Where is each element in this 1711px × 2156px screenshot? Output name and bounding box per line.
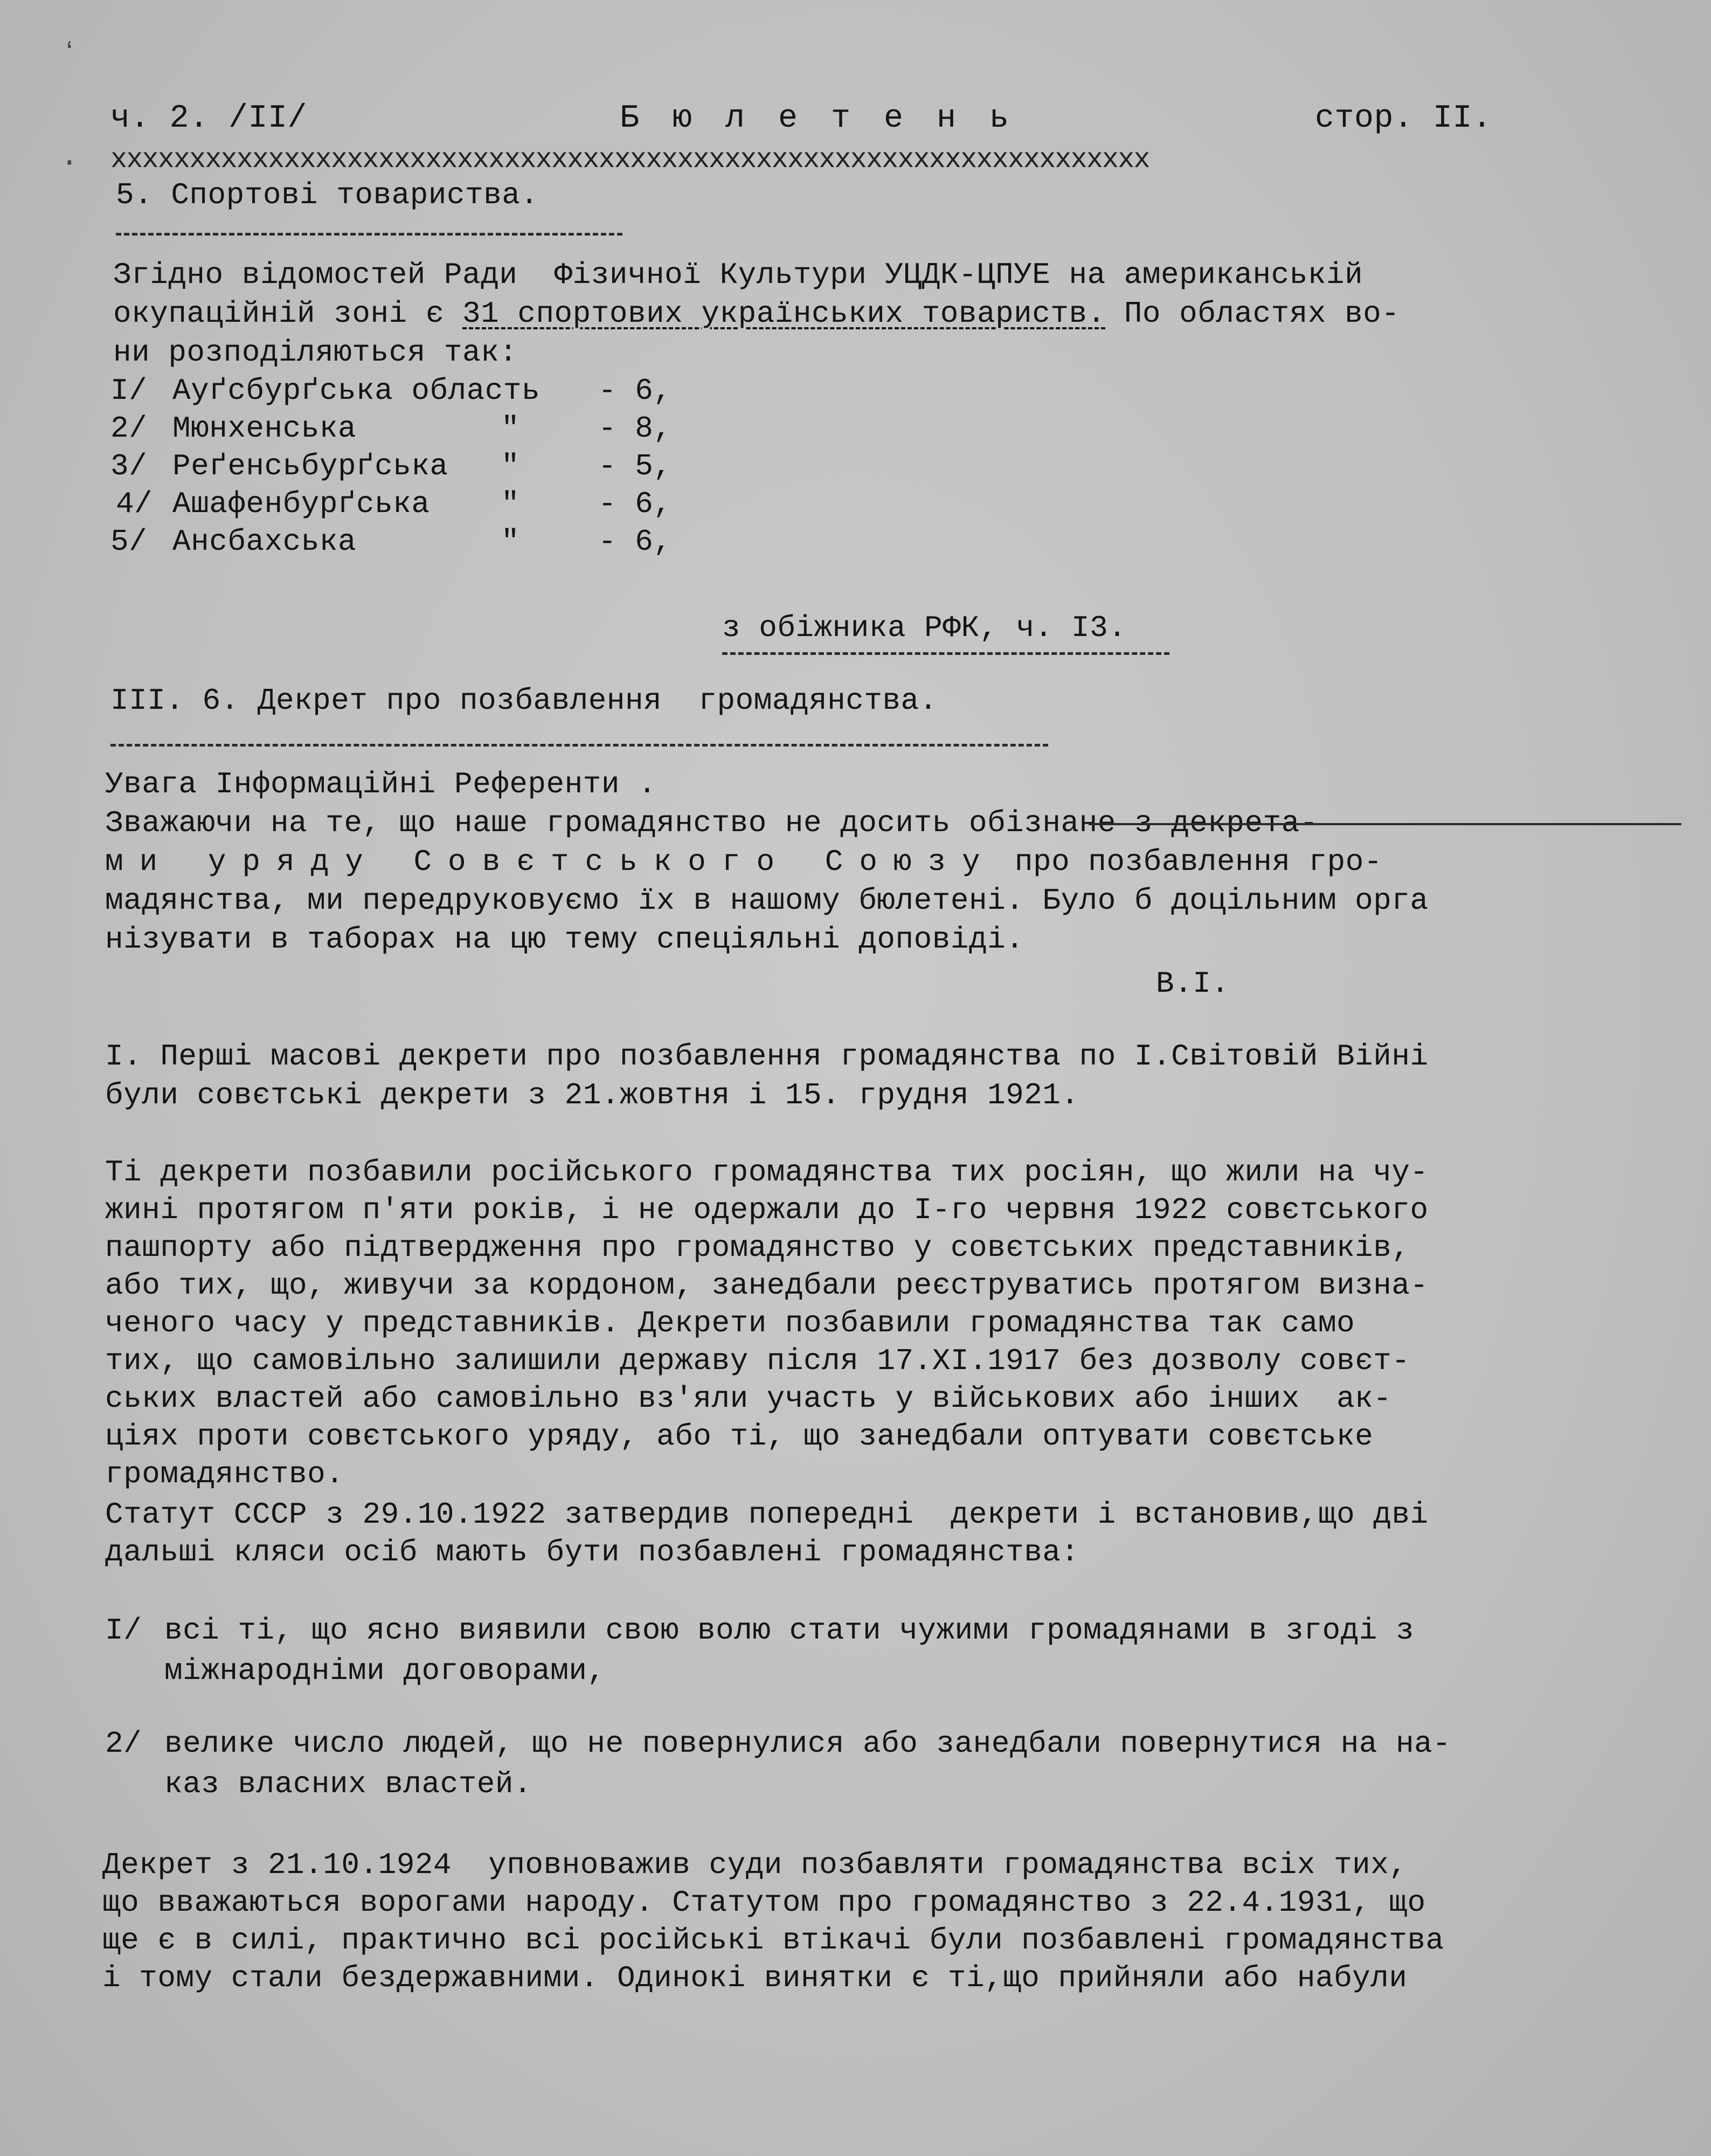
closing-line: і тому стали бездержавними. Одинокі винятки є ті,що прийняли або набули [102,1961,1408,1995]
closing-line: що вважаються ворогами народу. Статутом про громадянство з 22.4.1931, що [102,1885,1426,1920]
section6-heading-rule [110,744,1048,747]
government-name-spaced: ми уряду Совєтського Союзу [105,845,996,879]
section5-intro-line1: Згідно відомостей Ради Фізичної Культури УЦДК-ЦПУЕ на американській [113,258,1363,292]
note-line4: мадянства, ми передруковуємо їх в нашому бюлетені. Було б доцільним орга [105,883,1429,918]
note-line1: Увага Інформаційні Референти . [105,767,657,801]
body-line: громадянство. [105,1457,344,1491]
region-ditto: " [501,487,520,521]
note-line2: Зважаючи на те, що наше громадянство не досить обізнане з декрета- [105,806,1318,840]
section5-heading: 5. Спортові товариства. [116,178,539,212]
region-name: Ашафенбурґська [172,487,430,521]
body-line: Ті декрети позбавили російського громадянства тих росіян, що жили на чу- [105,1155,1429,1190]
region-number: I/ [110,374,148,408]
region-count: - 5, [598,449,672,483]
item-line: велике число людей, що не повернулися або занедбали повернутися на на- [164,1726,1451,1761]
body-line: дальші кляси осіб мають бути позбавлені громадянства: [105,1535,1079,1570]
strike-line [1089,823,1681,825]
region-number: 4/ [116,487,153,521]
circular-reference: з обіжника РФК, ч. I3. [722,611,1127,645]
circular-rule [722,652,1169,655]
body-line: пашпорту або підтвердження про громадянство у совєтських представників, [105,1231,1410,1265]
issue-number: ч. 2. /II/ [110,100,308,137]
item-line: міжнародніми договорами, [164,1654,606,1688]
region-count: - 6, [598,524,672,559]
note-line5: нізувати в таборах на цю тему спеціяльні доповіді. [105,922,1024,957]
body-line: I. Перші масові декрети про позбавлення громадянства по І.Світовій Війні [105,1039,1429,1074]
section5-intro-line3: ни розподіляються так: [113,335,518,370]
section5-heading-rule [116,233,622,236]
region-name: Мюнхенська [172,411,357,446]
region-ditto: " [501,524,520,559]
item-line: каз власних властей. [164,1767,532,1801]
region-number: 3/ [110,449,148,483]
region-name: Ауґсбурґська область [172,374,541,408]
region-count: - 6, [598,374,672,408]
item-number: I/ [105,1613,142,1648]
body-line: ченого часу у представників. Декрети позбавили громадянства так само [105,1306,1355,1340]
body-line: жині протягом п'яти років, і не одержали до I-го червня 1922 совєтського [105,1193,1429,1227]
note-line3-end: про позбавлення гро- [996,845,1382,879]
region-count: - 8, [598,411,672,446]
section6-heading: III. 6. Декрет про позбавлення громадянства. [110,683,938,718]
region-name: Ансбахська [172,524,357,559]
region-number: 5/ [110,524,148,559]
signature-initials: В.І. [1156,966,1230,1001]
section5-intro-line2-end: По областях во- [1105,296,1400,331]
region-ditto: " [501,449,520,483]
body-line: ціях проти совєтського уряду, або ті, що занедбали оптувати совєтське [105,1419,1374,1454]
body-line: Статут СССР з 29.10.1922 затвердив попередні декрети і встановив,що дві [105,1497,1429,1532]
section5-intro-line2 [113,295,1400,333]
clubs-count-underlined: 31 спортових українських товариств. [462,296,1106,331]
page-number: стор. II. [1315,100,1492,137]
region-number: 2/ [110,411,148,446]
bulletin-title: Бюлетень [620,100,1043,137]
section5-intro-line2-start: окупаційній зоні є [113,296,463,331]
body-line: тих, що самовільно залишили державу після 17.XI.1917 без дозволу совєт- [105,1344,1410,1378]
body-line: ських властей або самовільно вз'яли участь у військових або інших ак- [105,1381,1392,1416]
note-line3 [105,843,1382,881]
closing-line: ще є в силі, практично всі російські втікачі були позбавлені громадянства [102,1923,1444,1958]
region-ditto: " [501,411,520,446]
body-line: були совєтські декрети з 21.жовтня і 15. грудня 1921. [105,1078,1079,1112]
region-count: - 6, [598,487,672,521]
margin-mark: ʻ [60,38,79,72]
header-separator: xxxxxxxxxxxxxxxxxxxxxxxxxxxxxxxxxxxxxxxxxxxxxxxxxxxxxxxxxxxxxxxxxx [110,144,1149,176]
margin-mark: · [60,146,79,180]
region-name: Реґенсьбурґська [172,449,448,483]
closing-line: Декрет з 21.10.1924 уповноважив суди позбавляти громадянства всіх тих, [102,1848,1408,1882]
item-line: всі ті, що ясно виявили свою волю стати чужими громадянами в згоді з [164,1613,1415,1648]
body-line: або тих, що, живучи за кордоном, занедбали реєструватись протягом визна- [105,1268,1429,1303]
item-number: 2/ [105,1726,142,1761]
